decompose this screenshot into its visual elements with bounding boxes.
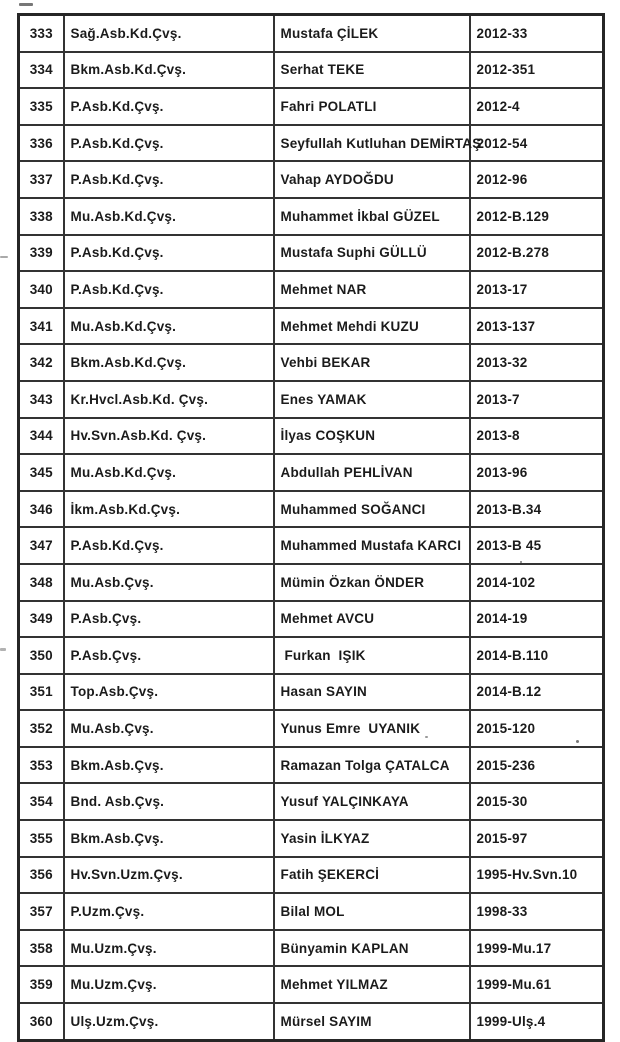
rank-cell: P.Asb.Çvş. [64, 637, 274, 674]
table-row [19, 857, 604, 894]
name-cell: Mustafa Suphi GÜLLÜ [274, 235, 470, 272]
row-number-cell: 334 [19, 52, 64, 89]
table-row [19, 674, 604, 711]
name-cell: Vehbi BEKAR [274, 344, 470, 381]
row-number-cell: 342 [19, 344, 64, 381]
registry-number-cell: 2013-B 45 [470, 527, 604, 564]
row-number-cell: 346 [19, 491, 64, 528]
rank-cell: P.Asb.Çvş. [64, 601, 274, 638]
row-number-cell: 338 [19, 198, 64, 235]
row-number-cell: 347 [19, 527, 64, 564]
table-row [19, 88, 604, 125]
registry-number-cell: 2015-120 [470, 710, 604, 747]
row-number-cell: 356 [19, 857, 64, 894]
name-cell: Fahri POLATLI [274, 88, 470, 125]
row-number-cell: 353 [19, 747, 64, 784]
table-row [19, 125, 604, 162]
row-number-cell: 357 [19, 893, 64, 930]
rank-cell: P.Asb.Kd.Çvş. [64, 527, 274, 564]
name-cell: Muhammed SOĞANCI [274, 491, 470, 528]
rank-cell: Ulş.Uzm.Çvş. [64, 1003, 274, 1040]
table-row [19, 418, 604, 455]
name-cell: Hasan SAYIN [274, 674, 470, 711]
rank-cell: Mu.Asb.Kd.Çvş. [64, 454, 274, 491]
table-row [19, 491, 604, 528]
scan-artifact [520, 561, 522, 563]
rank-cell: Mu.Asb.Çvş. [64, 564, 274, 601]
registry-number-cell: 2015-97 [470, 820, 604, 857]
personnel-table [17, 13, 605, 1042]
rank-cell: Bnd. Asb.Çvş. [64, 783, 274, 820]
rank-cell: Mu.Asb.Kd.Çvş. [64, 308, 274, 345]
registry-number-cell: 2015-30 [470, 783, 604, 820]
registry-number-cell: 1999-Mu.17 [470, 930, 604, 967]
name-cell: Furkan IŞIK [274, 637, 470, 674]
registry-number-cell: 2012-96 [470, 161, 604, 198]
table-row [19, 820, 604, 857]
rank-cell: Mu.Asb.Kd.Çvş. [64, 198, 274, 235]
table-row [19, 52, 604, 89]
registry-number-cell: 1999-Mu.61 [470, 966, 604, 1003]
row-number-cell: 348 [19, 564, 64, 601]
row-number-cell: 337 [19, 161, 64, 198]
rank-cell: Mu.Asb.Çvş. [64, 710, 274, 747]
table-row [19, 161, 604, 198]
registry-number-cell: 2012-33 [470, 15, 604, 52]
registry-number-cell: 2015-236 [470, 747, 604, 784]
name-cell: Mehmet YILMAZ [274, 966, 470, 1003]
registry-number-cell: 2012-351 [470, 52, 604, 89]
table-row [19, 15, 604, 52]
table-row [19, 235, 604, 272]
row-number-cell: 345 [19, 454, 64, 491]
rank-cell: Hv.Svn.Asb.Kd. Çvş. [64, 418, 274, 455]
scan-artifact [576, 740, 579, 743]
row-number-cell: 355 [19, 820, 64, 857]
scan-artifact [0, 256, 8, 258]
table-row [19, 783, 604, 820]
table-row [19, 966, 604, 1003]
rank-cell: Bkm.Asb.Çvş. [64, 747, 274, 784]
table-row [19, 637, 604, 674]
row-number-cell: 350 [19, 637, 64, 674]
row-number-cell: 340 [19, 271, 64, 308]
rank-cell: Bkm.Asb.Kd.Çvş. [64, 344, 274, 381]
row-number-cell: 344 [19, 418, 64, 455]
name-cell: İlyas COŞKUN [274, 418, 470, 455]
name-cell: Muhammet İkbal GÜZEL [274, 198, 470, 235]
rank-cell: Top.Asb.Çvş. [64, 674, 274, 711]
registry-number-cell: 2013-17 [470, 271, 604, 308]
name-cell: Mehmet AVCU [274, 601, 470, 638]
row-number-cell: 349 [19, 601, 64, 638]
name-cell: Muhammed Mustafa KARCI [274, 527, 470, 564]
name-cell: Bünyamin KAPLAN [274, 930, 470, 967]
personnel-table-body [19, 15, 604, 1041]
scan-artifact [19, 3, 33, 6]
name-cell: Mümin Özkan ÖNDER [274, 564, 470, 601]
row-number-cell: 358 [19, 930, 64, 967]
table-row [19, 271, 604, 308]
scan-artifact [425, 736, 428, 738]
name-cell: Fatih ŞEKERCİ [274, 857, 470, 894]
registry-number-cell: 2014-102 [470, 564, 604, 601]
scan-artifact [0, 648, 6, 651]
registry-number-cell: 2012-4 [470, 88, 604, 125]
name-cell: Yusuf YALÇINKAYA [274, 783, 470, 820]
name-cell: Abdullah PEHLİVAN [274, 454, 470, 491]
row-number-cell: 359 [19, 966, 64, 1003]
row-number-cell: 343 [19, 381, 64, 418]
table-row [19, 344, 604, 381]
rank-cell: Bkm.Asb.Kd.Çvş. [64, 52, 274, 89]
name-cell: Ramazan Tolga ÇATALCA [274, 747, 470, 784]
table-row [19, 1003, 604, 1040]
name-cell: Yasin İLKYAZ [274, 820, 470, 857]
rank-cell: İkm.Asb.Kd.Çvş. [64, 491, 274, 528]
registry-number-cell: 2013-96 [470, 454, 604, 491]
name-cell: Mustafa ÇİLEK [274, 15, 470, 52]
registry-number-cell: 1998-33 [470, 893, 604, 930]
rank-cell: Sağ.Asb.Kd.Çvş. [64, 15, 274, 52]
row-number-cell: 339 [19, 235, 64, 272]
table-row [19, 198, 604, 235]
table-row [19, 564, 604, 601]
table-row [19, 747, 604, 784]
table-row [19, 381, 604, 418]
name-cell: Mehmet Mehdi KUZU [274, 308, 470, 345]
registry-number-cell: 2014-B.110 [470, 637, 604, 674]
table-row [19, 930, 604, 967]
name-cell: Seyfullah Kutluhan DEMİRTAŞ [274, 125, 470, 162]
registry-number-cell: 2013-32 [470, 344, 604, 381]
row-number-cell: 333 [19, 15, 64, 52]
name-cell: Yunus Emre UYANIK [274, 710, 470, 747]
name-cell: Bilal MOL [274, 893, 470, 930]
table-row [19, 601, 604, 638]
rank-cell: P.Asb.Kd.Çvş. [64, 88, 274, 125]
registry-number-cell: 2012-B.129 [470, 198, 604, 235]
name-cell: Serhat TEKE [274, 52, 470, 89]
rank-cell: P.Asb.Kd.Çvş. [64, 161, 274, 198]
table-row [19, 710, 604, 747]
row-number-cell: 341 [19, 308, 64, 345]
registry-number-cell: 1999-Ulş.4 [470, 1003, 604, 1040]
row-number-cell: 335 [19, 88, 64, 125]
rank-cell: P.Uzm.Çvş. [64, 893, 274, 930]
registry-number-cell: 2014-19 [470, 601, 604, 638]
rank-cell: Mu.Uzm.Çvş. [64, 930, 274, 967]
rank-cell: Hv.Svn.Uzm.Çvş. [64, 857, 274, 894]
rank-cell: Mu.Uzm.Çvş. [64, 966, 274, 1003]
registry-number-cell: 2013-B.34 [470, 491, 604, 528]
rank-cell: Bkm.Asb.Çvş. [64, 820, 274, 857]
rank-cell: P.Asb.Kd.Çvş. [64, 125, 274, 162]
registry-number-cell: 2013-137 [470, 308, 604, 345]
registry-number-cell: 2012-B.278 [470, 235, 604, 272]
row-number-cell: 336 [19, 125, 64, 162]
table-row [19, 308, 604, 345]
registry-number-cell: 2014-B.12 [470, 674, 604, 711]
registry-number-cell: 2013-8 [470, 418, 604, 455]
row-number-cell: 354 [19, 783, 64, 820]
name-cell: Vahap AYDOĞDU [274, 161, 470, 198]
table-row [19, 527, 604, 564]
row-number-cell: 351 [19, 674, 64, 711]
registry-number-cell: 1995-Hv.Svn.10 [470, 857, 604, 894]
name-cell: Mürsel SAYIM [274, 1003, 470, 1040]
rank-cell: Kr.Hvcl.Asb.Kd. Çvş. [64, 381, 274, 418]
row-number-cell: 360 [19, 1003, 64, 1040]
registry-number-cell: 2012-54 [470, 125, 604, 162]
name-cell: Enes YAMAK [274, 381, 470, 418]
name-cell: Mehmet NAR [274, 271, 470, 308]
table-row [19, 893, 604, 930]
table-row [19, 454, 604, 491]
row-number-cell: 352 [19, 710, 64, 747]
rank-cell: P.Asb.Kd.Çvş. [64, 271, 274, 308]
rank-cell: P.Asb.Kd.Çvş. [64, 235, 274, 272]
registry-number-cell: 2013-7 [470, 381, 604, 418]
